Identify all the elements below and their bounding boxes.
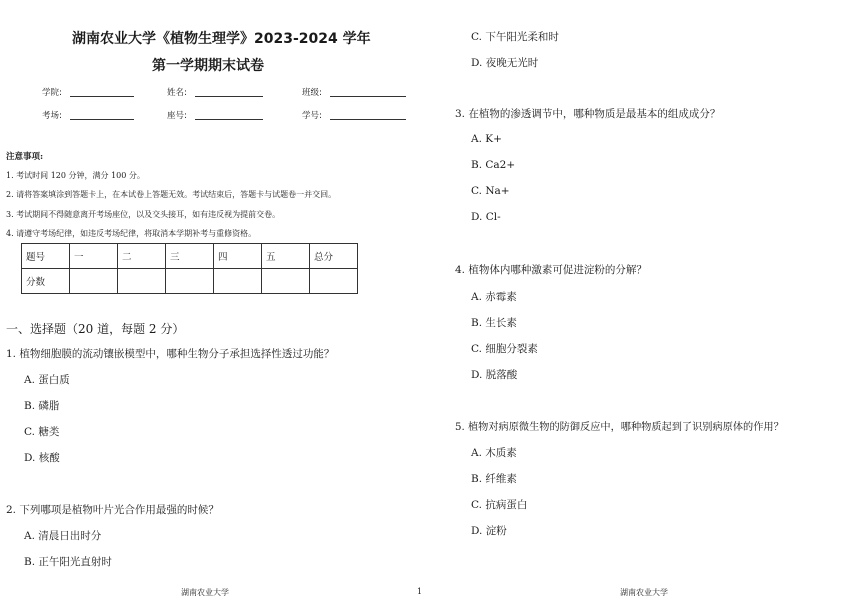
question-option: D. 淀粉 [471, 525, 507, 537]
question-option: B. Ca2+ [471, 159, 516, 171]
question-option: A. K+ [471, 133, 502, 145]
score-cell[interactable] [310, 269, 358, 294]
score-header-cell: 总分 [310, 244, 358, 269]
score-cell[interactable] [214, 269, 262, 294]
section-title: 一、选择题（20 道，每题 2 分） [6, 322, 185, 336]
question-stem: 5. 植物对病原微生物的防御反应中，哪种物质起到了识别病原体的作用？ [455, 422, 784, 433]
student-id-label: 学号: [302, 111, 322, 121]
question-option: B. 磷脂 [24, 400, 60, 412]
question-option: A. 赤霉素 [471, 291, 517, 303]
question-option: B. 纤维素 [471, 473, 517, 485]
question-option: C. 抗病蛋白 [471, 499, 528, 511]
question-option: B. 正午阳光直射时 [24, 556, 112, 568]
class-label: 班级: [302, 88, 322, 98]
room-field[interactable] [70, 119, 134, 120]
score-cell[interactable] [118, 269, 166, 294]
score-table [21, 243, 358, 294]
page-number: 1 [417, 587, 423, 596]
score-header-cell: 题号 [22, 244, 70, 269]
score-cell[interactable] [262, 269, 310, 294]
score-header-cell: 四 [214, 244, 262, 269]
question-option: D. Cl- [471, 211, 501, 223]
footer-right: 湖南农业大学 [620, 588, 668, 597]
question-option: C. 细胞分裂素 [471, 343, 538, 355]
notice-title: 注意事项: [6, 152, 44, 162]
name-field[interactable] [195, 96, 263, 97]
notice-item: 3. 考试期间不得随意离开考场座位，以及交头接耳，如有违反视为提前交卷。 [6, 210, 281, 219]
question-option: C. Na+ [471, 185, 510, 197]
room-label: 考场: [42, 111, 62, 121]
question-option: A. 蛋白质 [24, 374, 70, 386]
score-cell[interactable] [70, 269, 118, 294]
question-option: A. 木质素 [471, 447, 517, 459]
notice-item: 1. 考试时间 120 分钟，满分 100 分。 [6, 171, 145, 180]
question-stem: 4. 植物体内哪种激素可促进淀粉的分解？ [455, 264, 647, 276]
score-cell[interactable] [166, 269, 214, 294]
question-option: A. 清晨日出时分 [24, 530, 102, 542]
student-id-field[interactable] [330, 119, 406, 120]
notice-item: 2. 请将答案填涂到答题卡上，在本试卷上答题无效。考试结束后，答题卡与试题卷一并交回。 [6, 190, 337, 199]
question-option: D. 脱落酸 [471, 369, 518, 381]
question-stem: 3. 在植物的渗透调节中，哪种物质是最基本的组成成分？ [455, 108, 721, 120]
college-label: 学院: [42, 88, 62, 98]
question-stem: 1. 植物细胞膜的流动镶嵌模型中，哪种生物分子承担选择性透过功能？ [6, 348, 335, 360]
score-table-score-row [22, 269, 358, 294]
score-table-header-row [22, 244, 358, 269]
seat-field[interactable] [195, 119, 263, 120]
score-header-cell: 五 [262, 244, 310, 269]
question-option: C. 糖类 [24, 426, 60, 438]
score-row-label: 分数 [22, 269, 70, 294]
question-stem: 2. 下列哪项是植物叶片光合作用最强的时候？ [6, 504, 219, 516]
exam-title-line1: 湖南农业大学《植物生理学》2023-2024 学年 [72, 31, 371, 47]
footer-left: 湖南农业大学 [181, 588, 229, 597]
class-field[interactable] [330, 96, 406, 97]
exam-title-line2: 第一学期期末试卷 [152, 58, 264, 74]
name-label: 姓名: [167, 88, 187, 98]
score-header-cell: 一 [70, 244, 118, 269]
seat-label: 座号: [167, 111, 187, 121]
score-header-cell: 三 [166, 244, 214, 269]
question-option: C. 下午阳光柔和时 [471, 31, 559, 43]
question-option: B. 生长素 [471, 317, 517, 329]
college-field[interactable] [70, 96, 134, 97]
question-option: D. 核酸 [24, 452, 60, 464]
notice-item: 4. 请遵守考场纪律，如违反考场纪律，将取消本学期补考与重修资格。 [6, 229, 257, 238]
question-option: D. 夜晚无光时 [471, 57, 539, 69]
score-header-cell: 二 [118, 244, 166, 269]
